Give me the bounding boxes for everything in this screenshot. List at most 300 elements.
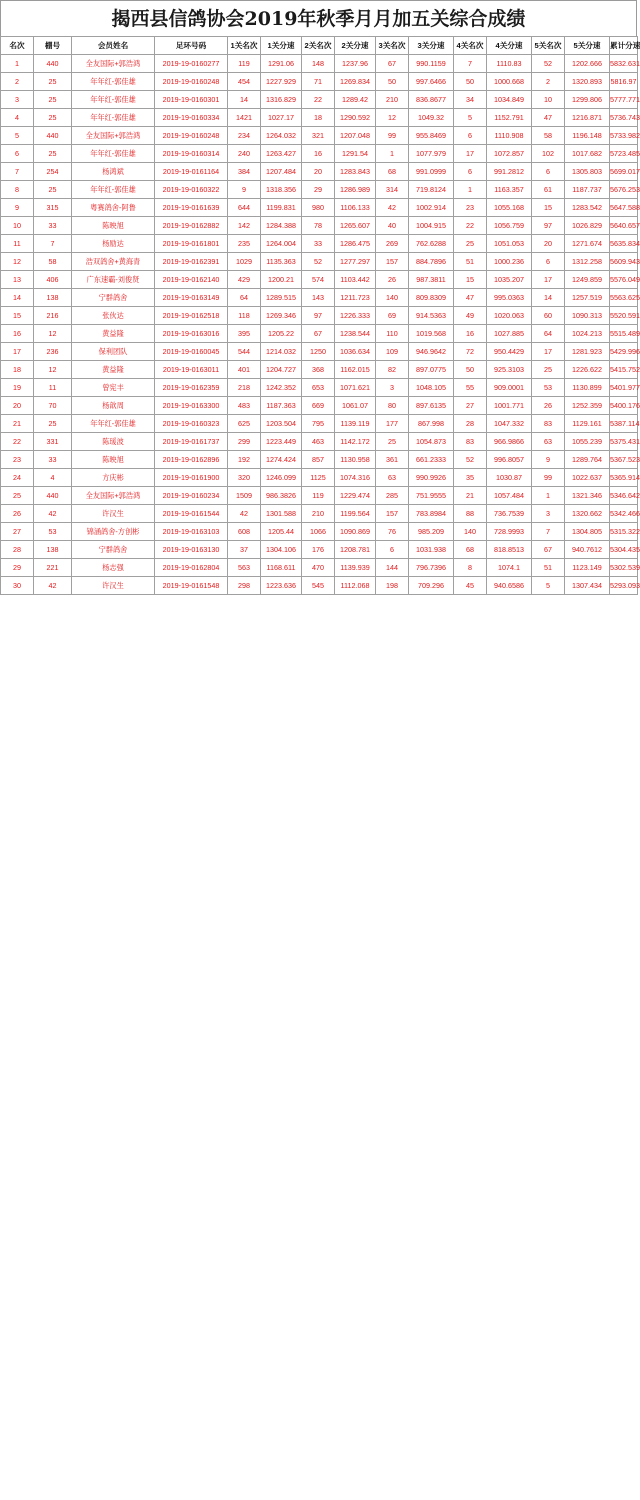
cell-r5-speed: 1304.805 xyxy=(565,523,610,541)
cell-r5-speed: 1216.871 xyxy=(565,109,610,127)
cell-r5-rank: 15 xyxy=(532,199,565,217)
cell-member: 年年红-郭佳雄 xyxy=(72,415,155,433)
cell-r1-speed: 1227.929 xyxy=(261,73,302,91)
cell-r1-rank: 234 xyxy=(228,127,261,145)
cell-r4-speed: 1055.168 xyxy=(487,199,532,217)
table-row xyxy=(1,145,638,163)
cell-r3-rank: 40 xyxy=(376,217,409,235)
cell-ring: 2019-19-0162882 xyxy=(155,217,228,235)
cell-r1-speed: 1246.099 xyxy=(261,469,302,487)
cell-r5-rank: 25 xyxy=(532,361,565,379)
cell-member: 年年红-郭佳雄 xyxy=(72,91,155,109)
cell-ring: 2019-19-0162518 xyxy=(155,307,228,325)
cell-r3-speed: 836.8677 xyxy=(409,91,454,109)
cell-r4-rank: 47 xyxy=(454,289,487,307)
cell-r3-rank: 82 xyxy=(376,361,409,379)
cell-rank: 2 xyxy=(1,73,34,91)
cell-r1-speed: 1264.004 xyxy=(261,235,302,253)
cell-r1-rank: 395 xyxy=(228,325,261,343)
cell-total-speed: 5723.485 xyxy=(610,145,638,163)
cell-r5-speed: 1321.346 xyxy=(565,487,610,505)
cell-r3-rank: 314 xyxy=(376,181,409,199)
cell-r4-speed: 925.3103 xyxy=(487,361,532,379)
cell-loft: 12 xyxy=(34,325,72,343)
cell-r1-rank: 192 xyxy=(228,451,261,469)
cell-r5-speed: 1257.519 xyxy=(565,289,610,307)
cell-r2-speed: 1162.015 xyxy=(335,361,376,379)
table-row xyxy=(1,361,638,379)
cell-r1-rank: 563 xyxy=(228,559,261,577)
cell-ring: 2019-19-0160314 xyxy=(155,145,228,163)
cell-r5-rank: 63 xyxy=(532,433,565,451)
cell-r3-speed: 1077.979 xyxy=(409,145,454,163)
cell-r1-rank: 644 xyxy=(228,199,261,217)
cell-member: 年年红-郭佳雄 xyxy=(72,109,155,127)
cell-r5-rank: 58 xyxy=(532,127,565,145)
cell-r3-speed: 1054.873 xyxy=(409,433,454,451)
cell-loft: 440 xyxy=(34,487,72,505)
table-row xyxy=(1,163,638,181)
cell-total-speed: 5315.322 xyxy=(610,523,638,541)
cell-r2-speed: 1237.96 xyxy=(335,55,376,73)
cell-r1-speed: 1214.032 xyxy=(261,343,302,361)
header-total-speed: 累计分速 xyxy=(610,37,638,55)
cell-r4-speed: 1152.791 xyxy=(487,109,532,127)
cell-r2-rank: 574 xyxy=(302,271,335,289)
cell-ring: 2019-19-0161548 xyxy=(155,577,228,595)
cell-r5-rank: 6 xyxy=(532,163,565,181)
cell-r1-speed: 1027.17 xyxy=(261,109,302,127)
cell-r5-rank: 10 xyxy=(532,91,565,109)
table-row xyxy=(1,523,638,541)
cell-r4-rank: 34 xyxy=(454,91,487,109)
table-row xyxy=(1,433,638,451)
cell-r5-speed: 1202.666 xyxy=(565,55,610,73)
cell-rank: 23 xyxy=(1,451,34,469)
cell-rank: 3 xyxy=(1,91,34,109)
cell-r2-speed: 1290.592 xyxy=(335,109,376,127)
cell-r5-speed: 1123.149 xyxy=(565,559,610,577)
cell-rank: 14 xyxy=(1,289,34,307)
cell-total-speed: 5736.743 xyxy=(610,109,638,127)
cell-ring: 2019-19-0162391 xyxy=(155,253,228,271)
cell-r2-rank: 545 xyxy=(302,577,335,595)
cell-ring: 2019-19-0161164 xyxy=(155,163,228,181)
cell-r1-rank: 1029 xyxy=(228,253,261,271)
cell-r5-speed: 1026.829 xyxy=(565,217,610,235)
cell-loft: 25 xyxy=(34,145,72,163)
header-r4-rank: 4关名次 xyxy=(454,37,487,55)
cell-loft: 25 xyxy=(34,91,72,109)
cell-r4-rank: 23 xyxy=(454,199,487,217)
cell-r2-speed: 1289.42 xyxy=(335,91,376,109)
cell-rank: 13 xyxy=(1,271,34,289)
cell-r4-speed: 966.9866 xyxy=(487,433,532,451)
cell-r4-speed: 909.0001 xyxy=(487,379,532,397)
cell-r3-speed: 997.6466 xyxy=(409,73,454,91)
cell-r3-speed: 796.7396 xyxy=(409,559,454,577)
cell-r2-rank: 143 xyxy=(302,289,335,307)
cell-member: 方庆彬 xyxy=(72,469,155,487)
cell-rank: 20 xyxy=(1,397,34,415)
cell-ring: 2019-19-0161900 xyxy=(155,469,228,487)
table-row xyxy=(1,73,638,91)
cell-r4-rank: 21 xyxy=(454,487,487,505)
cell-r3-rank: 68 xyxy=(376,163,409,181)
cell-r2-rank: 18 xyxy=(302,109,335,127)
cell-r2-rank: 857 xyxy=(302,451,335,469)
cell-r4-speed: 1001.771 xyxy=(487,397,532,415)
cell-r1-rank: 320 xyxy=(228,469,261,487)
cell-rank: 18 xyxy=(1,361,34,379)
cell-r4-rank: 49 xyxy=(454,307,487,325)
cell-total-speed: 5429.996 xyxy=(610,343,638,361)
cell-total-speed: 5375.431 xyxy=(610,433,638,451)
cell-r1-rank: 37 xyxy=(228,541,261,559)
cell-r4-rank: 52 xyxy=(454,451,487,469)
cell-r4-speed: 1047.332 xyxy=(487,415,532,433)
cell-r3-speed: 1004.915 xyxy=(409,217,454,235)
cell-loft: 25 xyxy=(34,181,72,199)
cell-rank: 28 xyxy=(1,541,34,559)
cell-r1-speed: 1135.363 xyxy=(261,253,302,271)
cell-r3-speed: 661.2333 xyxy=(409,451,454,469)
cell-r5-rank: 102 xyxy=(532,145,565,163)
cell-r1-speed: 1205.22 xyxy=(261,325,302,343)
cell-rank: 1 xyxy=(1,55,34,73)
cell-r5-rank: 3 xyxy=(532,505,565,523)
cell-r4-speed: 736.7539 xyxy=(487,505,532,523)
cell-r2-speed: 1199.564 xyxy=(335,505,376,523)
cell-rank: 11 xyxy=(1,235,34,253)
cell-r3-rank: 99 xyxy=(376,127,409,145)
cell-r5-speed: 1271.674 xyxy=(565,235,610,253)
cell-total-speed: 5415.752 xyxy=(610,361,638,379)
cell-loft: 4 xyxy=(34,469,72,487)
cell-r1-rank: 608 xyxy=(228,523,261,541)
cell-r3-rank: 6 xyxy=(376,541,409,559)
cell-ring: 2019-19-0160248 xyxy=(155,73,228,91)
cell-loft: 315 xyxy=(34,199,72,217)
table-row xyxy=(1,559,638,577)
cell-member: 全友国际+郭浩鸿 xyxy=(72,127,155,145)
cell-r1-speed: 1168.611 xyxy=(261,559,302,577)
cell-r5-rank: 6 xyxy=(532,253,565,271)
cell-r2-speed: 1036.634 xyxy=(335,343,376,361)
cell-r4-speed: 818.8513 xyxy=(487,541,532,559)
cell-r3-speed: 990.9926 xyxy=(409,469,454,487)
cell-r1-rank: 240 xyxy=(228,145,261,163)
cell-r5-rank: 99 xyxy=(532,469,565,487)
cell-r5-speed: 940.7612 xyxy=(565,541,610,559)
cell-r4-speed: 995.0363 xyxy=(487,289,532,307)
cell-member: 许汉生 xyxy=(72,505,155,523)
cell-r3-speed: 867.998 xyxy=(409,415,454,433)
cell-r5-rank: 20 xyxy=(532,235,565,253)
cell-r1-speed: 1264.032 xyxy=(261,127,302,145)
cell-loft: 70 xyxy=(34,397,72,415)
cell-total-speed: 5293.093 xyxy=(610,577,638,595)
cell-r4-speed: 1074.1 xyxy=(487,559,532,577)
cell-member: 张伙达 xyxy=(72,307,155,325)
cell-r2-speed: 1291.54 xyxy=(335,145,376,163)
cell-r2-rank: 20 xyxy=(302,163,335,181)
cell-r1-speed: 986.3826 xyxy=(261,487,302,505)
cell-r1-speed: 1289.515 xyxy=(261,289,302,307)
cell-r2-speed: 1090.869 xyxy=(335,523,376,541)
cell-loft: 138 xyxy=(34,541,72,559)
cell-member: 杨鸿斌 xyxy=(72,163,155,181)
cell-r1-rank: 483 xyxy=(228,397,261,415)
cell-r1-rank: 1509 xyxy=(228,487,261,505)
cell-rank: 22 xyxy=(1,433,34,451)
cell-member: 年年红-郭佳雄 xyxy=(72,73,155,91)
cell-r1-rank: 544 xyxy=(228,343,261,361)
cell-r3-rank: 3 xyxy=(376,379,409,397)
table-row xyxy=(1,127,638,145)
cell-rank: 8 xyxy=(1,181,34,199)
cell-r1-speed: 1263.427 xyxy=(261,145,302,163)
cell-r4-speed: 1000.668 xyxy=(487,73,532,91)
cell-ring: 2019-19-0163300 xyxy=(155,397,228,415)
cell-r5-rank: 52 xyxy=(532,55,565,73)
cell-loft: 331 xyxy=(34,433,72,451)
cell-r2-rank: 1125 xyxy=(302,469,335,487)
header-r5-speed: 5关分速 xyxy=(565,37,610,55)
cell-member: 广东速霸-刘俊贤 xyxy=(72,271,155,289)
cell-r3-speed: 914.5363 xyxy=(409,307,454,325)
cell-member: 保利团队 xyxy=(72,343,155,361)
cell-ring: 2019-19-0160301 xyxy=(155,91,228,109)
header-row xyxy=(1,37,638,55)
header-r1-rank: 1关名次 xyxy=(228,37,261,55)
cell-rank: 24 xyxy=(1,469,34,487)
cell-r3-speed: 719.8124 xyxy=(409,181,454,199)
cell-r3-speed: 1019.568 xyxy=(409,325,454,343)
header-r1-speed: 1关分速 xyxy=(261,37,302,55)
cell-total-speed: 5342.466 xyxy=(610,505,638,523)
cell-total-speed: 5346.642 xyxy=(610,487,638,505)
cell-ring: 2019-19-0163016 xyxy=(155,325,228,343)
cell-r4-rank: 88 xyxy=(454,505,487,523)
cell-r4-rank: 45 xyxy=(454,577,487,595)
cell-total-speed: 5401.977 xyxy=(610,379,638,397)
cell-r5-speed: 1299.806 xyxy=(565,91,610,109)
cell-r5-rank: 67 xyxy=(532,541,565,559)
cell-loft: 42 xyxy=(34,505,72,523)
cell-r5-rank: 61 xyxy=(532,181,565,199)
cell-r4-rank: 83 xyxy=(454,433,487,451)
cell-rank: 25 xyxy=(1,487,34,505)
cell-r4-speed: 1163.357 xyxy=(487,181,532,199)
cell-r3-rank: 50 xyxy=(376,73,409,91)
table-row xyxy=(1,289,638,307)
cell-total-speed: 5520.591 xyxy=(610,307,638,325)
cell-r1-speed: 1223.636 xyxy=(261,577,302,595)
cell-r1-speed: 1199.831 xyxy=(261,199,302,217)
cell-r2-rank: 176 xyxy=(302,541,335,559)
cell-r3-speed: 987.3811 xyxy=(409,271,454,289)
cell-r5-rank: 60 xyxy=(532,307,565,325)
table-row xyxy=(1,379,638,397)
cell-r3-rank: 67 xyxy=(376,55,409,73)
cell-r4-speed: 728.9993 xyxy=(487,523,532,541)
cell-r1-speed: 1200.21 xyxy=(261,271,302,289)
table-row xyxy=(1,271,638,289)
cell-r4-rank: 22 xyxy=(454,217,487,235)
cell-r2-rank: 1066 xyxy=(302,523,335,541)
cell-loft: 12 xyxy=(34,361,72,379)
cell-r4-rank: 28 xyxy=(454,415,487,433)
cell-r5-speed: 1090.313 xyxy=(565,307,610,325)
cell-loft: 216 xyxy=(34,307,72,325)
cell-r3-speed: 990.1159 xyxy=(409,55,454,73)
cell-total-speed: 5576.049 xyxy=(610,271,638,289)
header-r4-speed: 4关分速 xyxy=(487,37,532,55)
cell-r1-rank: 14 xyxy=(228,91,261,109)
cell-r5-rank: 47 xyxy=(532,109,565,127)
cell-r4-rank: 15 xyxy=(454,271,487,289)
cell-r3-rank: 157 xyxy=(376,505,409,523)
cell-r1-speed: 1316.829 xyxy=(261,91,302,109)
cell-r5-rank: 64 xyxy=(532,325,565,343)
header-loft: 棚号 xyxy=(34,37,72,55)
cell-r1-speed: 1284.388 xyxy=(261,217,302,235)
cell-rank: 7 xyxy=(1,163,34,181)
cell-r3-rank: 110 xyxy=(376,325,409,343)
cell-r2-speed: 1277.297 xyxy=(335,253,376,271)
cell-total-speed: 5733.982 xyxy=(610,127,638,145)
cell-r1-speed: 1269.346 xyxy=(261,307,302,325)
cell-r1-speed: 1223.449 xyxy=(261,433,302,451)
cell-r4-rank: 68 xyxy=(454,541,487,559)
cell-member: 黄益隆 xyxy=(72,325,155,343)
cell-r3-rank: 157 xyxy=(376,253,409,271)
cell-ring: 2019-19-0162896 xyxy=(155,451,228,469)
cell-r3-speed: 985.209 xyxy=(409,523,454,541)
cell-loft: 42 xyxy=(34,577,72,595)
cell-r4-rank: 8 xyxy=(454,559,487,577)
table-row xyxy=(1,91,638,109)
cell-r5-rank: 17 xyxy=(532,271,565,289)
table-row xyxy=(1,415,638,433)
cell-r3-rank: 210 xyxy=(376,91,409,109)
table-row xyxy=(1,451,638,469)
cell-r3-speed: 709.296 xyxy=(409,577,454,595)
cell-r3-speed: 809.8309 xyxy=(409,289,454,307)
cell-r4-speed: 950.4429 xyxy=(487,343,532,361)
cell-r3-rank: 1 xyxy=(376,145,409,163)
cell-r1-rank: 429 xyxy=(228,271,261,289)
cell-r5-speed: 1283.542 xyxy=(565,199,610,217)
cell-member: 宁群鸽舍 xyxy=(72,289,155,307)
header-r5-rank: 5关名次 xyxy=(532,37,565,55)
cell-r1-speed: 1318.356 xyxy=(261,181,302,199)
cell-ring: 2019-19-0160045 xyxy=(155,343,228,361)
cell-r2-rank: 16 xyxy=(302,145,335,163)
cell-loft: 53 xyxy=(34,523,72,541)
cell-r2-speed: 1238.544 xyxy=(335,325,376,343)
cell-loft: 406 xyxy=(34,271,72,289)
cell-r5-rank: 83 xyxy=(532,415,565,433)
cell-r1-rank: 118 xyxy=(228,307,261,325)
cell-r1-speed: 1242.352 xyxy=(261,379,302,397)
table-row xyxy=(1,253,638,271)
cell-r2-rank: 78 xyxy=(302,217,335,235)
cell-ring: 2019-19-0161801 xyxy=(155,235,228,253)
cell-r5-rank: 9 xyxy=(532,451,565,469)
cell-r5-speed: 1307.434 xyxy=(565,577,610,595)
cell-r1-speed: 1205.44 xyxy=(261,523,302,541)
cell-total-speed: 5387.114 xyxy=(610,415,638,433)
cell-rank: 9 xyxy=(1,199,34,217)
cell-r3-speed: 783.8984 xyxy=(409,505,454,523)
cell-total-speed: 5676.253 xyxy=(610,181,638,199)
cell-r5-rank: 97 xyxy=(532,217,565,235)
cell-r5-rank: 51 xyxy=(532,559,565,577)
cell-r2-speed: 1112.068 xyxy=(335,577,376,595)
cell-r2-rank: 71 xyxy=(302,73,335,91)
cell-r5-speed: 1320.662 xyxy=(565,505,610,523)
page-title: 揭西县信鸽协会2019年秋季月月加五关综合成绩 xyxy=(0,0,637,36)
cell-total-speed: 5367.523 xyxy=(610,451,638,469)
cell-r2-speed: 1139.939 xyxy=(335,559,376,577)
cell-loft: 221 xyxy=(34,559,72,577)
cell-r2-rank: 148 xyxy=(302,55,335,73)
cell-total-speed: 5302.539 xyxy=(610,559,638,577)
cell-total-speed: 5832.631 xyxy=(610,55,638,73)
header-r3-speed: 3关分速 xyxy=(409,37,454,55)
cell-ring: 2019-19-0163103 xyxy=(155,523,228,541)
cell-r4-rank: 17 xyxy=(454,145,487,163)
cell-r1-rank: 454 xyxy=(228,73,261,91)
cell-r4-speed: 1051.053 xyxy=(487,235,532,253)
cell-r1-speed: 1291.06 xyxy=(261,55,302,73)
cell-member: 全友国际+郭浩鸿 xyxy=(72,55,155,73)
cell-member: 宁群鸽舍 xyxy=(72,541,155,559)
cell-rank: 6 xyxy=(1,145,34,163)
cell-loft: 138 xyxy=(34,289,72,307)
cell-r2-speed: 1269.834 xyxy=(335,73,376,91)
header-r2-speed: 2关分速 xyxy=(335,37,376,55)
cell-loft: 58 xyxy=(34,253,72,271)
cell-loft: 33 xyxy=(34,217,72,235)
cell-r3-rank: 42 xyxy=(376,199,409,217)
cell-r5-speed: 1226.622 xyxy=(565,361,610,379)
cell-r2-speed: 1071.621 xyxy=(335,379,376,397)
cell-member: 曾宪丰 xyxy=(72,379,155,397)
cell-r5-speed: 1289.764 xyxy=(565,451,610,469)
table-row xyxy=(1,541,638,559)
cell-r1-rank: 9 xyxy=(228,181,261,199)
cell-r2-rank: 653 xyxy=(302,379,335,397)
cell-r3-rank: 177 xyxy=(376,415,409,433)
cell-member: 全友国际+郭浩鸿 xyxy=(72,487,155,505)
cell-total-speed: 5304.435 xyxy=(610,541,638,559)
cell-r2-rank: 52 xyxy=(302,253,335,271)
cell-loft: 254 xyxy=(34,163,72,181)
cell-rank: 16 xyxy=(1,325,34,343)
cell-r1-rank: 142 xyxy=(228,217,261,235)
cell-r2-speed: 1142.172 xyxy=(335,433,376,451)
cell-rank: 10 xyxy=(1,217,34,235)
cell-r5-rank: 1 xyxy=(532,487,565,505)
cell-r2-rank: 1250 xyxy=(302,343,335,361)
cell-r3-rank: 198 xyxy=(376,577,409,595)
cell-r3-rank: 80 xyxy=(376,397,409,415)
cell-r4-rank: 16 xyxy=(454,325,487,343)
table-row xyxy=(1,325,638,343)
